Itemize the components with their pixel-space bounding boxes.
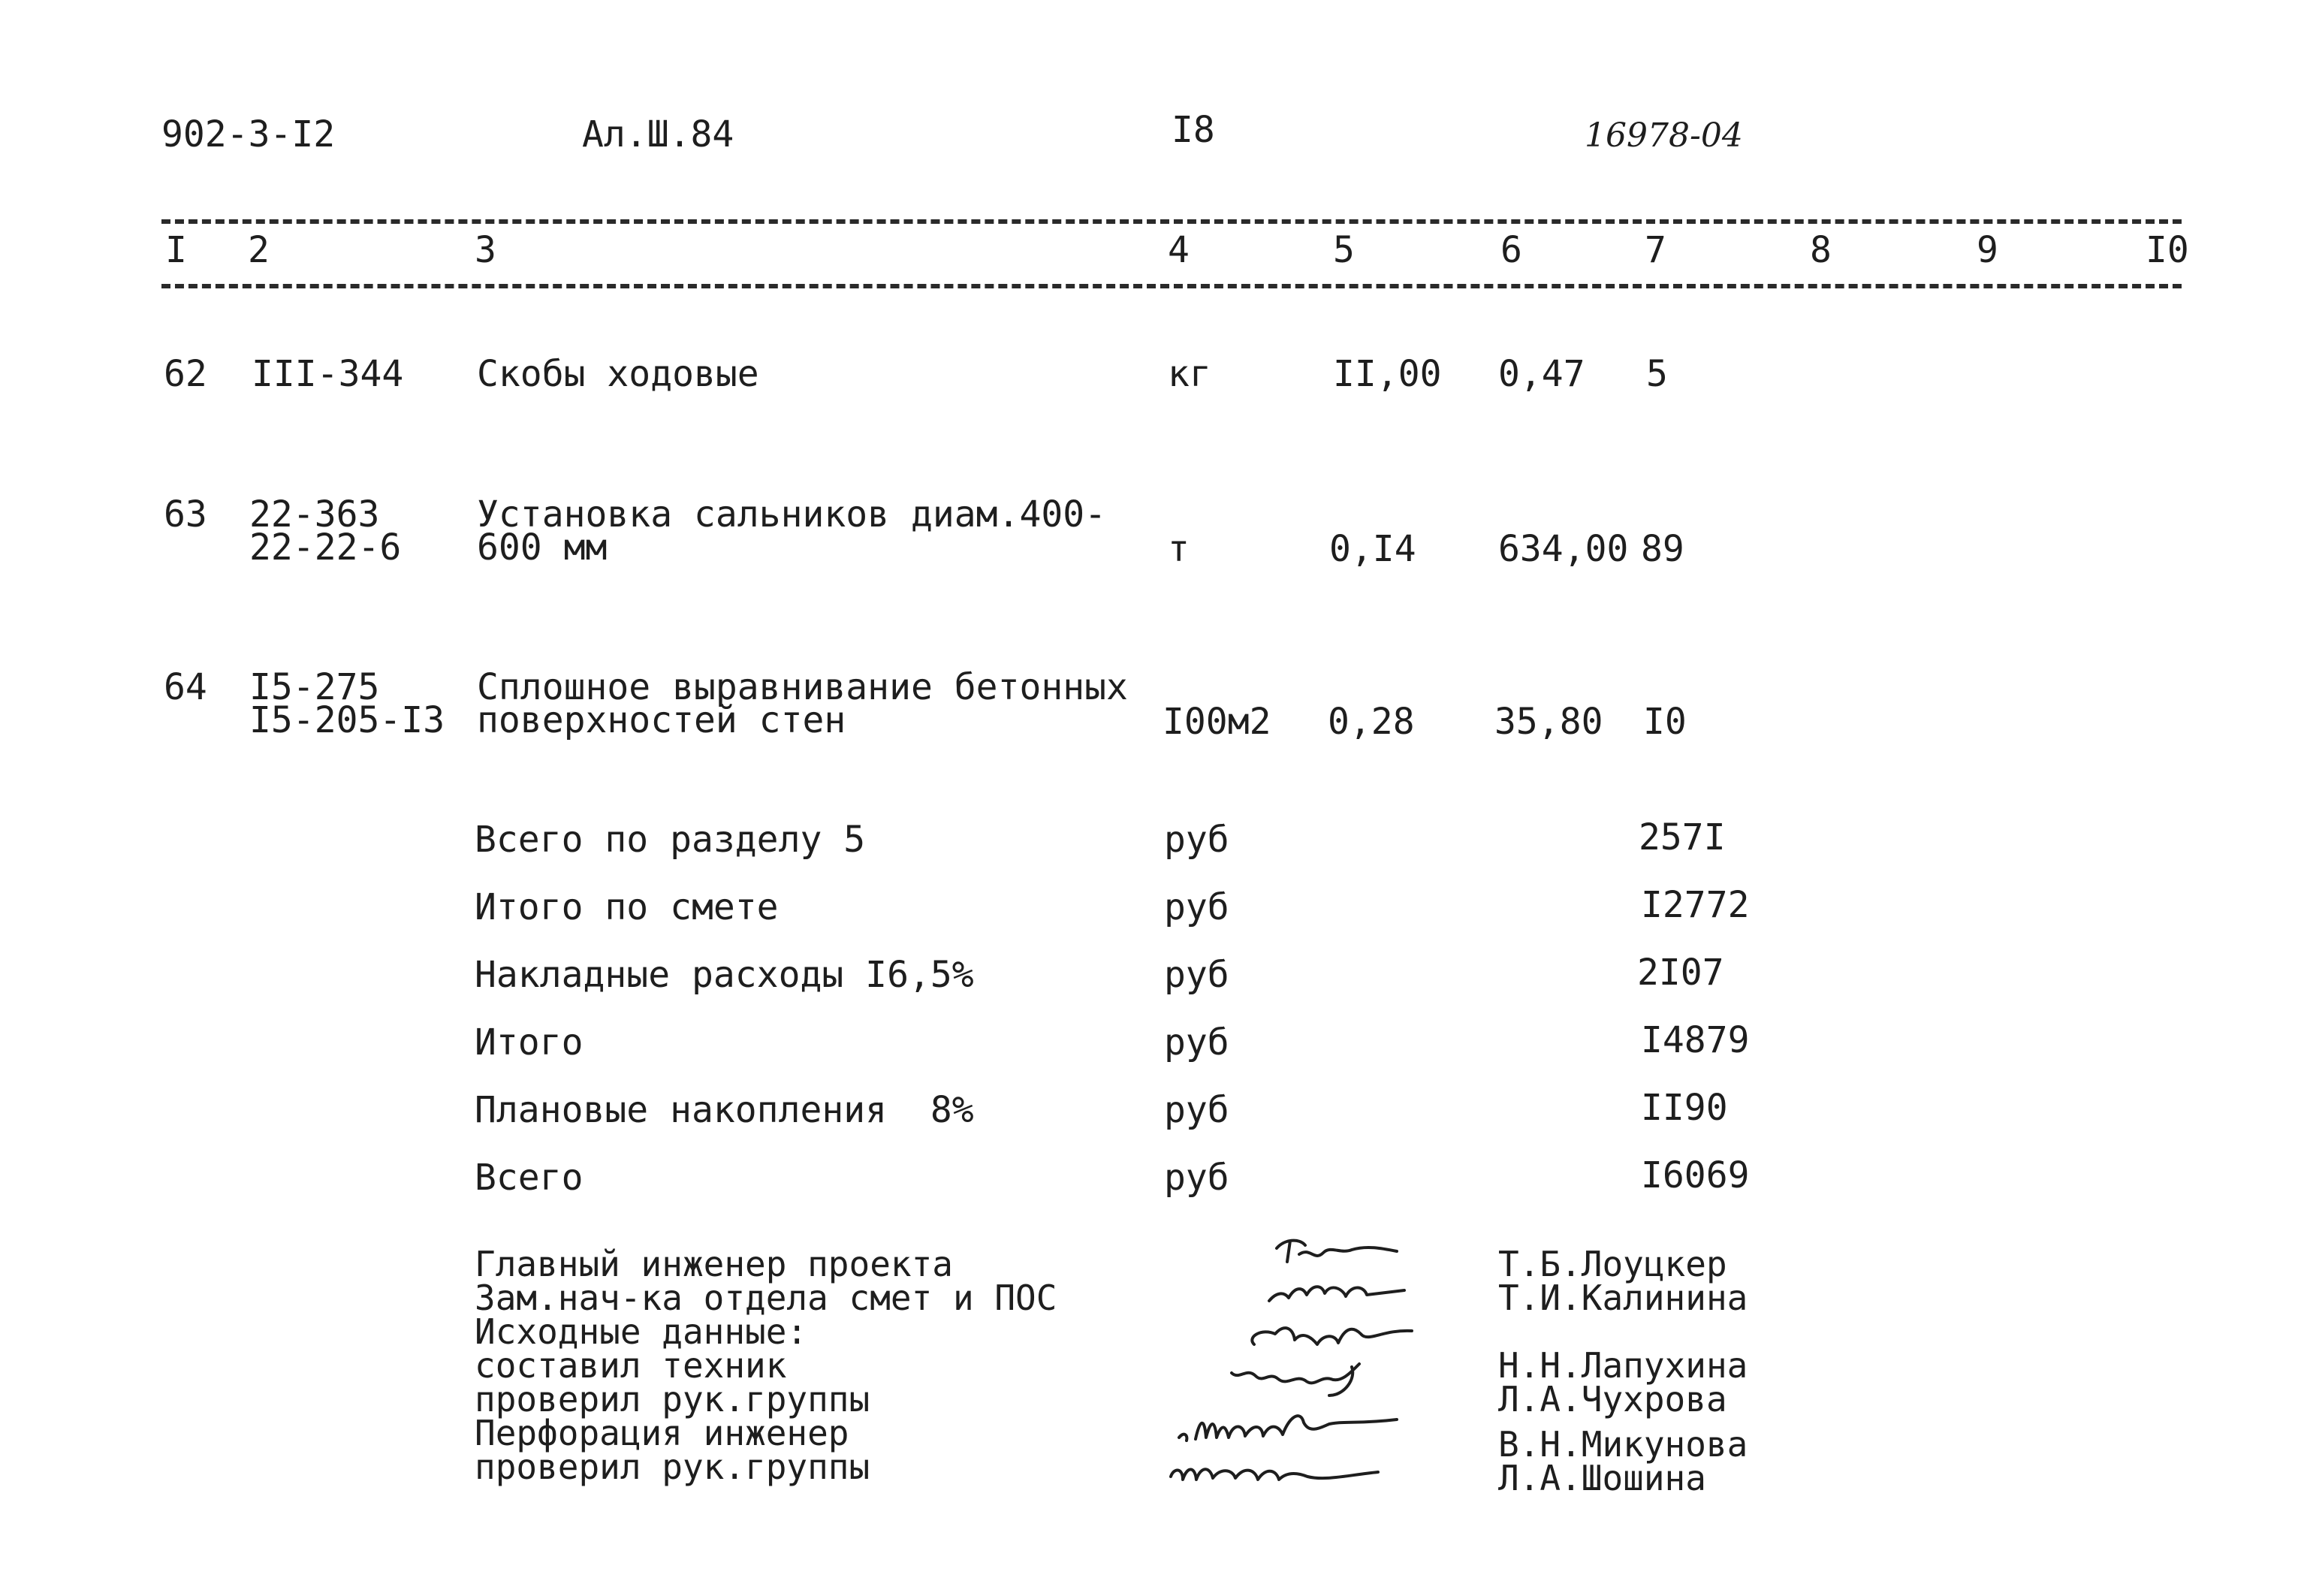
column-header-10: I0	[2146, 229, 2189, 271]
row-description: Скобы ходовые	[477, 353, 759, 395]
summary-label: Всего по разделу 5	[475, 819, 866, 861]
signoff-role: Зам.нач-ка отдела смет и ПОС	[475, 1278, 1057, 1318]
inventory-number: 16978-04	[1585, 116, 1743, 155]
signoff-name: Н.Н.Лапухина	[1498, 1345, 1748, 1386]
column-header-5: 5	[1333, 229, 1355, 271]
row-total: 5	[1646, 353, 1668, 395]
summary-unit: руб	[1164, 1157, 1229, 1199]
signoff-role: Перфорация инженер	[475, 1413, 849, 1453]
column-header-7: 7	[1645, 229, 1666, 271]
signoff-name: Л.А.Шошина	[1498, 1458, 1706, 1498]
summary-label: Накладные расходы I6,5%	[475, 954, 974, 996]
summary-value: 257I	[1639, 816, 1726, 858]
signoff-role: составил техник	[475, 1345, 787, 1386]
row-unit-price: 0,47	[1498, 353, 1585, 395]
row-description: 600 мм	[477, 526, 608, 569]
row-total: I0	[1643, 701, 1687, 743]
summary-unit: руб	[1164, 819, 1229, 861]
summary-value: I4879	[1641, 1019, 1750, 1061]
signature-3	[1239, 1314, 1419, 1359]
row-description: Сплошное выравнивание бетонных	[477, 666, 1128, 708]
row-quantity: II,00	[1333, 353, 1442, 395]
summary-label: Итого по смете	[475, 886, 779, 928]
column-header-1: I	[165, 229, 187, 271]
divider-top	[161, 219, 2182, 224]
row-number: 64	[164, 666, 207, 708]
summary-label: Итого	[475, 1021, 584, 1063]
signature-6	[1160, 1447, 1401, 1499]
divider-bottom	[161, 284, 2182, 288]
column-header-4: 4	[1168, 229, 1190, 271]
row-total: 89	[1641, 528, 1684, 570]
row-code: 22-363	[249, 493, 380, 536]
signoff-name: Т.Б.Лоуцкер	[1498, 1244, 1727, 1284]
summary-unit: руб	[1164, 1021, 1229, 1063]
row-quantity: 0,28	[1328, 701, 1415, 743]
row-code: I5-275	[249, 666, 380, 708]
document-code: 902-3-I2	[161, 113, 336, 155]
row-unit: т	[1168, 528, 1190, 570]
signature-1	[1269, 1232, 1404, 1269]
column-header-9: 9	[1977, 229, 1998, 271]
signoff-role: Главный инженер проекта	[475, 1244, 953, 1284]
summary-label: Плановые накопления 8%	[475, 1089, 974, 1131]
row-code: I5-205-I3	[249, 699, 445, 741]
summary-value: I2772	[1641, 884, 1750, 926]
row-number: 62	[164, 353, 207, 395]
page-number: I8	[1172, 109, 1215, 151]
summary-unit: руб	[1164, 886, 1229, 928]
row-unit-price: 634,00	[1498, 528, 1629, 570]
row-description: поверхностей стен	[477, 699, 846, 741]
signature-4	[1224, 1358, 1389, 1403]
row-unit-price: 35,80	[1494, 701, 1603, 743]
row-description: Установка сальников диам.400-	[477, 493, 1107, 536]
signoff-role: проверил рук.группы	[475, 1447, 870, 1487]
row-number: 63	[164, 493, 207, 536]
signoff-role: проверил рук.группы	[475, 1379, 870, 1420]
column-header-6: 6	[1500, 229, 1522, 271]
column-header-8: 8	[1810, 229, 1832, 271]
row-code: III-344	[252, 353, 404, 395]
summary-label: Всего	[475, 1157, 584, 1199]
summary-value: II90	[1641, 1087, 1728, 1129]
row-quantity: 0,I4	[1329, 528, 1416, 570]
row-code: 22-22-6	[249, 526, 402, 569]
album-number: Ал.Ш.84	[582, 113, 734, 155]
signature-2	[1262, 1269, 1412, 1311]
signoff-role: Исходные данные:	[475, 1311, 808, 1352]
summary-value: 2I07	[1637, 952, 1724, 994]
signoff-name: Л.А.Чухрова	[1498, 1379, 1727, 1420]
summary-unit: руб	[1164, 1089, 1229, 1131]
row-unit: кг	[1168, 353, 1211, 395]
signoff-name: В.Н.Микунова	[1498, 1424, 1748, 1465]
summary-value: I6069	[1641, 1154, 1750, 1196]
signoff-name: Т.И.Калинина	[1498, 1278, 1748, 1318]
column-header-3: 3	[475, 229, 496, 271]
summary-unit: руб	[1164, 954, 1229, 996]
column-header-2: 2	[248, 229, 270, 271]
row-unit: I00м2	[1163, 701, 1271, 743]
